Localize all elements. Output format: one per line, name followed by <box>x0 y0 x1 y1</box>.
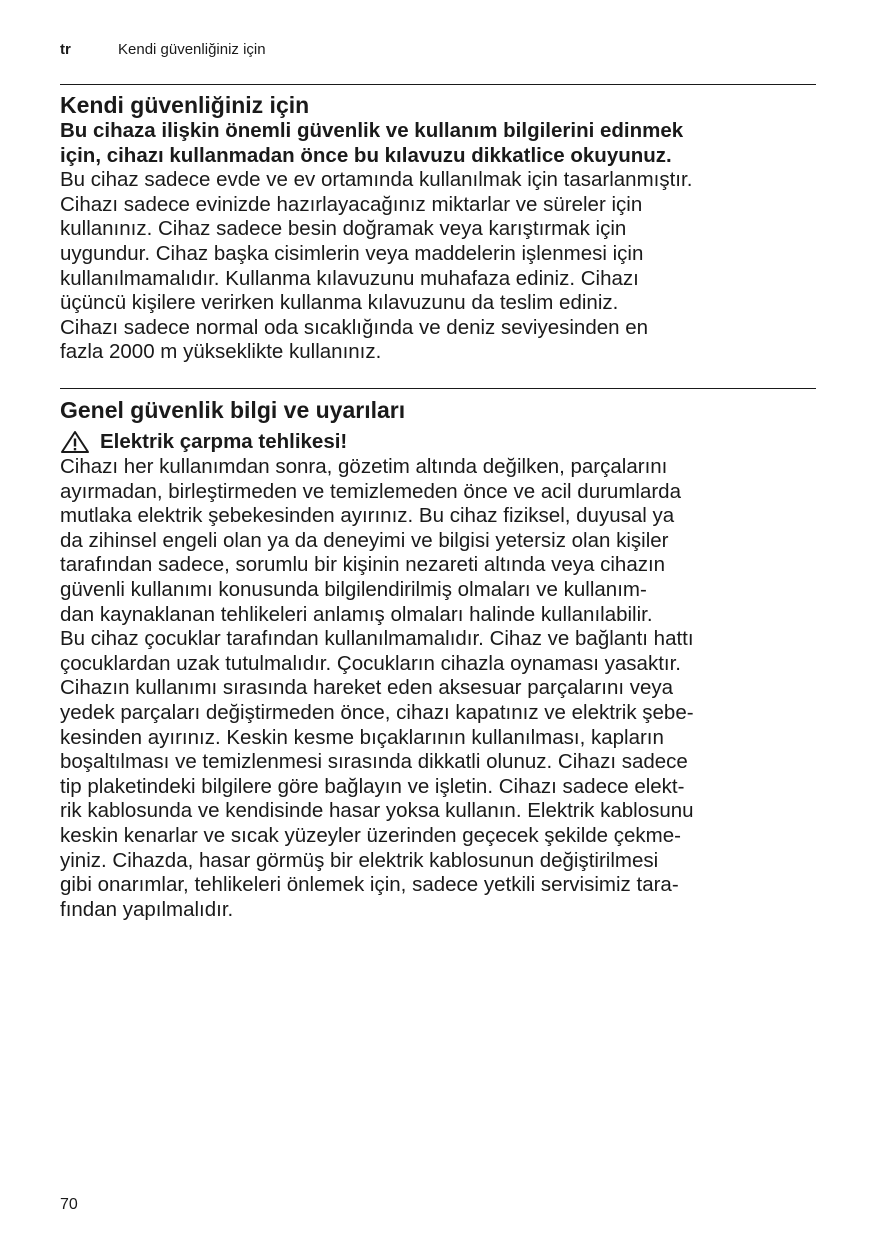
lead-paragraph: Bu cihaza ilişkin önemli güvenlik ve kullanım bilgilerini edinmek için, cihazı kullanmadan önce bu kılavuzu dikkatlice okuyunuz. <box>60 119 684 167</box>
section-title: Kendi güvenliğiniz için <box>60 92 310 118</box>
warning-triangle-icon <box>60 430 90 454</box>
page-header <box>60 40 816 60</box>
page-number: 70 <box>60 1196 78 1213</box>
warning-heading <box>60 429 816 455</box>
header-divider <box>60 84 816 85</box>
body-paragraph: Bu cihaz sadece evde ve ev ortamında kullanılmak için tasarlanmıştır. Cihazı sadece evinizde hazırlayacağınız miktarlar ve süreler için kullanınız. Cihaz sadece besin doğramak veya karıştırmak için uygundur. Cihaz başka cisimlerin veya maddelerin işlenmesi için kullanılmamalıdır. Kullanma kılavuzunu muhafaza ediniz. Cihazı üçüncü kişilere verirken kullanma kılavuzunu da teslim ediniz. Cihazı sadece normal oda sıcaklığında ve deniz seviyesinden en fazla 2000 m yükseklikte kullanınız. <box>60 168 693 364</box>
body-paragraph: Cihazı her kullanımdan sonra, gözetim altında değilken, parçalarını ayırmadan, birleştirmeden ve temizlemeden önce ve acil durumlarda mutlaka elektrik şebekesinden ayırınız. Bu cihaz fiziksel, duyusal ya da zihinsel engeli olan ya da deneyimi ve bilgisi yetersiz olan kişiler tarafından sadece, sorumlu bir kişinin nezareti altında veya cihazın güvenli kullanımı konusunda bilgilendirilmiş olmaları ve kullanım- dan kaynaklanan tehlikeleri anlamış olmaları halinde kullanılabilir. Bu cihaz çocuklar tarafından kullanılmamalıdır. Cihaz ve bağlantı hattı çocuklardan uzak tutulmalıdır. Çocukların cihazla oynaması yasaktır. Cihazın kullanımı sırasında hareket eden aksesuar parçalarını veya yedek parçaları değiştirmeden önce, cihazı kapatınız ve elektrik şebe- kesinden ayırınız. Keskin kesme bıçaklarının kullanılması, kapların boşaltılması ve temizlenmesi sırasında dikkatli olunuz. Cihazı sadece tip plaketindeki bilgilere göre bağlayın ve işletin. Cihazı sadece elekt- rik kablosunda ve kendisinde hasar yoksa kullanın. Elektrik kablosunu keskin kenarlar ve sıcak yüzeyler üzerinden geçecek şekilde çekme- yiniz. Cihazda, hasar görmüş bir elektrik kablosunun değiştirilmesi gibi onarımlar, tehlikeleri önlemek için, sadece yetkili servisimiz tara- fından yapılmalıdır. <box>60 455 694 921</box>
section-title: Genel güvenlik bilgi ve uyarıları <box>60 397 406 423</box>
section-divider <box>60 388 816 389</box>
running-title: Kendi güvenliğiniz için <box>118 41 266 58</box>
warning-title: Elektrik çarpma tehlikesi! <box>100 430 348 453</box>
section-own-safety <box>60 91 816 365</box>
section-general-safety <box>60 396 816 922</box>
language-code: tr <box>60 41 71 58</box>
